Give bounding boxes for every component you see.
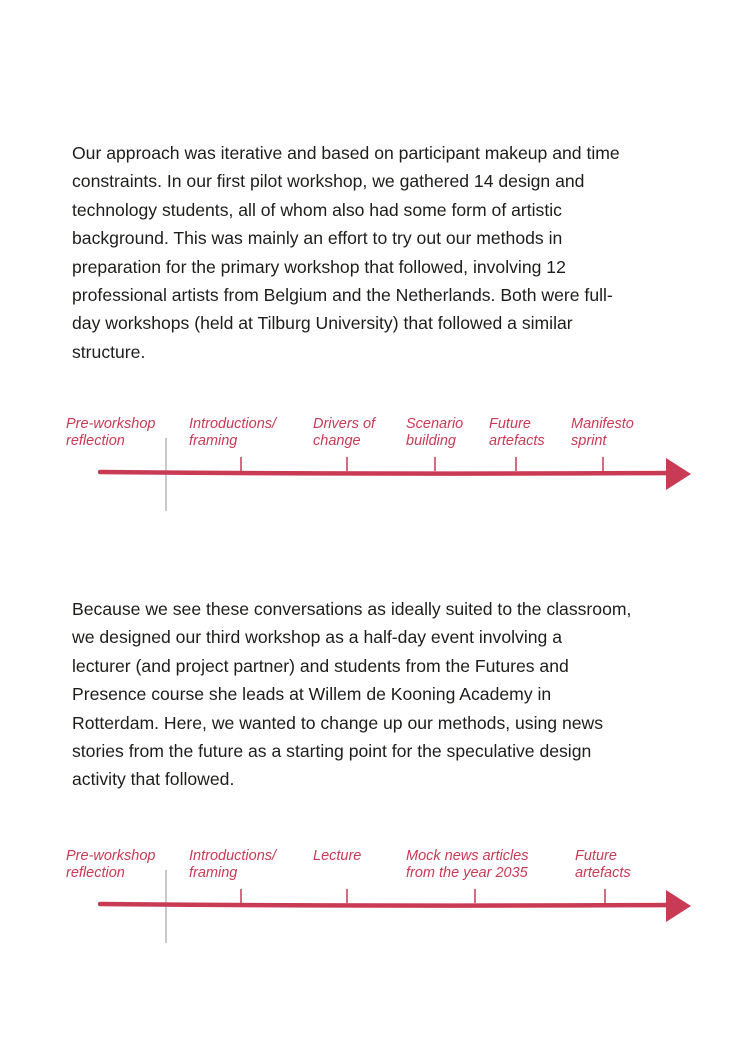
stage-label-future-artefacts: Future artefacts <box>575 848 631 881</box>
text-line: Presence course she leads at Willem de Kooning Academy in <box>72 684 552 705</box>
stage-label-lecture: Lecture <box>313 848 362 864</box>
text-line: constraints. In our first pilot workshop, we gathered 14 design and <box>72 171 585 192</box>
text-line: lecturer (and project partner) and students from the Futures and <box>72 655 569 676</box>
stage-label-introductions: Introductions/ framing <box>189 416 277 449</box>
stage-label-pre-workshop: Pre-workshop reflection <box>66 416 156 449</box>
text-line: we designed our third workshop as a half-day event involving a <box>72 627 562 648</box>
timeline-line <box>100 904 670 906</box>
stage-label-future-artefacts: Future artefacts <box>489 416 545 449</box>
text-line: technology students, all of whom also had some form of artistic <box>72 199 562 220</box>
stage-label-introductions: Introductions/ framing <box>189 848 277 881</box>
stage-label-pre-workshop: Pre-workshop reflection <box>66 848 156 881</box>
text-line: structure. <box>72 341 146 362</box>
text-line: day workshops (held at Tilburg University) that followed a similar <box>72 313 573 334</box>
text-line: Rotterdam. Here, we wanted to change up our methods, using news <box>72 712 604 733</box>
text-line: stories from the future as a starting point for the speculative design <box>72 741 592 762</box>
timeline-line <box>100 472 670 474</box>
stage-label-scenario-building: Scenario building <box>406 416 464 449</box>
workshop-timeline-full-day <box>0 410 740 530</box>
workshop-timeline-half-day <box>0 842 740 962</box>
text-line: Our approach was iterative and based on participant makeup and time <box>72 143 620 163</box>
arrow-head-icon <box>666 890 691 922</box>
third-workshop-paragraph <box>72 595 712 794</box>
text-line: background. This was mainly an effort to try out our methods in <box>72 228 563 249</box>
arrow-head-icon <box>666 458 691 490</box>
text-line: activity that followed. <box>72 769 235 790</box>
text-line: Because we see these conversations as ideally suited to the classroom, <box>72 599 632 619</box>
stage-label-drivers-of-change: Drivers of change <box>313 416 376 449</box>
text-line: professional artists from Belgium and the Netherlands. Both were full- <box>72 285 613 306</box>
text-line: preparation for the primary workshop that followed, involving 12 <box>72 256 566 277</box>
stage-label-manifesto-sprint: Manifesto sprint <box>571 416 634 449</box>
intro-paragraph <box>72 139 712 366</box>
stage-label-mock-news-articles: Mock news articles from the year 2035 <box>406 848 529 881</box>
